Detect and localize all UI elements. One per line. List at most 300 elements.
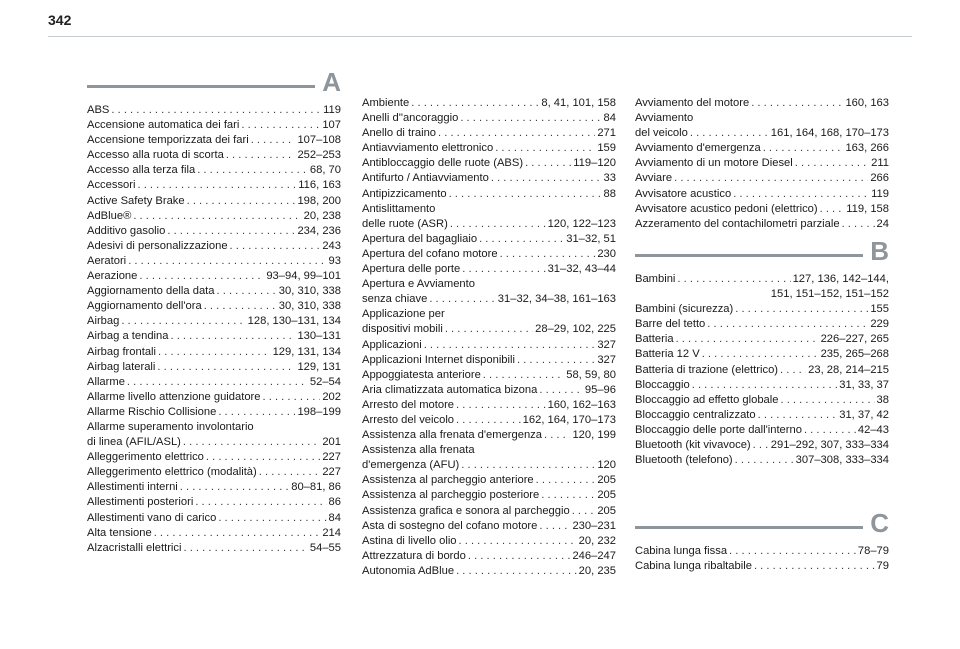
- index-entry[interactable]: [362, 338, 616, 353]
- entry-line: [87, 254, 341, 269]
- index-entry[interactable]: [362, 262, 616, 277]
- entry-pages: 79: [876, 560, 889, 573]
- dot-leader: [170, 329, 295, 344]
- entry-line: [635, 332, 889, 347]
- entry-line: [87, 224, 341, 239]
- entry-pages: 327: [597, 338, 616, 351]
- entry-pages: 120, 122–123: [547, 217, 616, 230]
- entry-pages: 93–94, 99–101: [266, 270, 341, 283]
- entry-pages: 88: [603, 187, 616, 200]
- entry-line: [635, 156, 889, 171]
- entry-pages: 20, 235: [578, 564, 616, 577]
- index-entry[interactable]: [635, 111, 889, 141]
- index-entry[interactable]: [87, 224, 341, 239]
- index-entry[interactable]: [635, 332, 889, 347]
- entry-pages: 86: [328, 496, 341, 509]
- entry-line: [362, 96, 616, 111]
- dot-leader: [459, 534, 577, 549]
- index-entry[interactable]: [635, 544, 889, 559]
- entry-pages: 23, 28, 214–215: [808, 363, 889, 376]
- entry-line: [362, 156, 616, 171]
- entry-pages: 30, 310, 338: [278, 285, 341, 298]
- entry-line: [362, 126, 616, 141]
- entry-title-line: Antislittamento: [362, 202, 436, 215]
- index-entry[interactable]: [362, 504, 616, 519]
- dot-leader: [411, 96, 539, 111]
- entry-title: dispositivi mobili: [362, 323, 443, 336]
- index-entry[interactable]: [87, 118, 341, 133]
- entry-line: [635, 544, 889, 559]
- entry-line: [635, 141, 889, 156]
- entry-title: Azzeramento del contachilometri parziale: [635, 217, 840, 230]
- dot-leader: [184, 541, 308, 556]
- entry-title: Avvisatore acustico: [635, 187, 732, 200]
- index-section: [635, 508, 889, 574]
- dot-leader: [461, 458, 595, 473]
- index-entry[interactable]: [362, 428, 616, 443]
- entry-line: [87, 390, 341, 405]
- entry-pages: 52–54: [309, 375, 341, 388]
- index-entry[interactable]: [362, 353, 616, 368]
- dot-leader: [462, 262, 545, 277]
- dot-leader: [206, 450, 320, 465]
- index-entry[interactable]: [635, 453, 889, 468]
- entry-title: Avviare: [635, 172, 673, 185]
- index-entry[interactable]: [362, 534, 616, 549]
- dot-leader: [259, 465, 321, 480]
- index-entry[interactable]: [87, 450, 341, 465]
- entry-title: Additivo gasolio: [87, 224, 166, 237]
- dot-leader: [754, 559, 875, 574]
- entry-line: [87, 178, 341, 193]
- index-entry[interactable]: [362, 202, 616, 232]
- entry-line: [635, 302, 889, 317]
- entry-title: Assistenza al parcheggio anteriore: [362, 474, 534, 487]
- entry-pages-continued: 151, 151–152, 151–152: [770, 288, 889, 301]
- dot-leader: [677, 272, 790, 287]
- entry-line: [87, 239, 341, 254]
- entry-line: [87, 435, 341, 450]
- entry-line: [362, 549, 616, 564]
- entry-title-line: Apertura e Avviamento: [362, 278, 475, 291]
- entry-pages: 198, 200: [297, 194, 341, 207]
- index-entry[interactable]: [362, 156, 616, 171]
- index-entry[interactable]: [635, 559, 889, 574]
- entry-title: Avviamento di un motore Diesel: [635, 157, 793, 170]
- entry-title: Arresto del veicolo: [362, 413, 455, 426]
- entry-pages: 31–32, 34–38, 161–163: [497, 293, 616, 306]
- entry-title: Avviamento d'emergenza: [635, 142, 761, 155]
- index-entry[interactable]: [362, 473, 616, 488]
- dot-leader: [139, 269, 264, 284]
- entry-title-line: Applicazione per: [362, 308, 445, 321]
- dot-leader: [217, 284, 277, 299]
- entry-pages: 130–131: [297, 330, 341, 343]
- dot-leader: [226, 148, 296, 163]
- entry-pages: 252–253: [297, 149, 341, 162]
- index-entry[interactable]: [87, 480, 341, 495]
- dot-leader: [690, 126, 769, 141]
- index-entry[interactable]: [362, 564, 616, 579]
- dot-leader: [138, 178, 297, 193]
- index-entry[interactable]: [362, 247, 616, 262]
- entry-pages: 42–43: [857, 423, 889, 436]
- index-entry[interactable]: [87, 360, 341, 375]
- entry-line: [635, 217, 889, 232]
- index-entry[interactable]: [87, 239, 341, 254]
- entry-title: Cabina lunga fissa: [635, 545, 728, 557]
- index-entry[interactable]: [87, 495, 341, 510]
- index-entry[interactable]: [362, 519, 616, 534]
- index-entry[interactable]: [87, 148, 341, 163]
- entry-pages: 198–199: [297, 405, 341, 418]
- index-entry[interactable]: [87, 299, 341, 314]
- index-entry[interactable]: [635, 302, 889, 317]
- dot-leader: [167, 224, 295, 239]
- dot-leader: [500, 247, 596, 262]
- index-entry[interactable]: [87, 133, 341, 148]
- entry-line: [87, 345, 341, 360]
- dot-leader: [539, 519, 570, 534]
- index-entry[interactable]: [87, 178, 341, 193]
- dot-leader: [729, 544, 856, 559]
- section-letter: A: [322, 67, 341, 97]
- entry-title: Airbag a tendina: [87, 330, 169, 343]
- index-entry[interactable]: [87, 420, 341, 450]
- index-entry[interactable]: [87, 541, 341, 556]
- entry-title: Apertura delle porte: [362, 263, 461, 276]
- entry-title: Allarme Rischio Collisione: [87, 405, 217, 418]
- entry-title: Bloccaggio delle porte dall'interno: [635, 423, 802, 436]
- entry-title: Alleggerimento elettrico (modalità): [87, 466, 257, 479]
- entry-title: Anello di traino: [362, 127, 437, 140]
- dot-leader: [544, 428, 570, 443]
- dot-leader: [733, 187, 869, 202]
- index-entry[interactable]: [87, 405, 341, 420]
- index-entry[interactable]: [87, 345, 341, 360]
- entry-title: Antipizzicamento: [362, 187, 447, 200]
- dot-leader: [763, 141, 844, 156]
- entry-title: Batteria: [635, 333, 674, 346]
- entry-line: [87, 209, 341, 224]
- entry-title: Apertura del bagagliaio: [362, 232, 478, 245]
- dot-leader: [456, 413, 521, 428]
- index-entry[interactable]: [635, 272, 889, 302]
- entry-title: senza chiave: [362, 293, 428, 306]
- index-entry[interactable]: [362, 232, 616, 247]
- entry-title: Allarme: [87, 375, 125, 388]
- entry-title: Avviamento del motore: [635, 97, 750, 109]
- section-letter: C: [870, 508, 889, 538]
- dot-leader: [780, 363, 806, 378]
- index-entry[interactable]: [635, 378, 889, 393]
- entry-title: Accessori: [87, 179, 136, 192]
- entry-title: Applicazioni: [362, 338, 422, 351]
- entry-line: [635, 202, 889, 217]
- entry-pages: 58, 59, 80: [566, 368, 616, 381]
- entry-pages: 28–29, 102, 225: [535, 323, 616, 336]
- entry-title: Allestimenti vano di carico: [87, 511, 217, 524]
- index-entry[interactable]: [87, 375, 341, 390]
- index-entry[interactable]: [362, 126, 616, 141]
- dot-leader: [758, 408, 838, 423]
- entry-title: Attrezzatura di bordo: [362, 549, 466, 562]
- entry-line: [87, 511, 341, 526]
- index-entry[interactable]: [362, 368, 616, 383]
- entry-pages: 205: [597, 504, 616, 517]
- index-entry[interactable]: [635, 347, 889, 362]
- entry-pages: 205: [597, 474, 616, 487]
- entry-line: [362, 383, 616, 398]
- entry-title: Bloccaggio ad effetto globale: [635, 393, 779, 406]
- index-entry[interactable]: [635, 423, 889, 438]
- entry-pages: 119: [323, 104, 341, 116]
- entry-title: Accensione automatica dei fari: [87, 119, 240, 132]
- index-entry[interactable]: [635, 187, 889, 202]
- entry-line: [362, 322, 616, 337]
- entry-line: [362, 519, 616, 534]
- entry-line: [635, 272, 889, 287]
- dot-leader: [468, 549, 571, 564]
- dot-leader: [424, 338, 596, 353]
- entry-line: [87, 480, 341, 495]
- index-entry[interactable]: [635, 217, 889, 232]
- index-entry[interactable]: [87, 314, 341, 329]
- dot-leader: [525, 156, 571, 171]
- entry-title: Ambiente: [362, 97, 410, 109]
- entry-line: [362, 534, 616, 549]
- section-header: [635, 236, 889, 268]
- entry-title: delle ruote (ASR): [362, 217, 448, 230]
- dot-leader: [804, 423, 856, 438]
- entry-line: [362, 171, 616, 186]
- dot-leader: [251, 133, 296, 148]
- index-entry[interactable]: [635, 317, 889, 332]
- dot-leader: [753, 438, 769, 453]
- dot-leader: [495, 141, 595, 156]
- entry-line: [362, 217, 616, 232]
- index-entry[interactable]: [87, 254, 341, 269]
- index-entry[interactable]: [635, 156, 889, 171]
- dot-leader: [445, 322, 533, 337]
- dot-leader: [429, 292, 495, 307]
- entry-title: Batteria 12 V: [635, 348, 700, 361]
- entry-pages: 246–247: [572, 549, 616, 562]
- entry-pages: 31, 33, 37: [839, 378, 889, 391]
- dot-leader: [158, 345, 271, 360]
- entry-line: [362, 428, 616, 443]
- entry-title: Allarme livello attenzione guidatore: [87, 390, 261, 403]
- index-entry[interactable]: [87, 209, 341, 224]
- index-entry[interactable]: [362, 398, 616, 413]
- entry-title: Alzacristalli elettrici: [87, 541, 182, 554]
- entry-pages: 202: [322, 390, 341, 403]
- entry-line: [362, 338, 616, 353]
- index-entry[interactable]: [635, 363, 889, 378]
- entry-line: [87, 541, 341, 556]
- entry-title: Autonomia AdBlue: [362, 564, 455, 577]
- index-section: [362, 96, 616, 579]
- entry-pages: 161, 164, 168, 170–173: [770, 127, 889, 140]
- index-entry[interactable]: [87, 465, 341, 480]
- dot-leader: [479, 232, 564, 247]
- index-entry[interactable]: [87, 511, 341, 526]
- entry-title: Airbag laterali: [87, 360, 156, 373]
- dot-leader: [572, 504, 596, 519]
- index-entry[interactable]: [635, 408, 889, 423]
- dot-leader: [180, 480, 289, 495]
- entry-pages: 107: [322, 119, 341, 132]
- entry-line: [362, 187, 616, 202]
- index-section: [635, 236, 889, 468]
- entry-pages: 227: [322, 451, 341, 464]
- entry-pages: 119: [871, 187, 889, 200]
- entry-pages: 243: [322, 239, 341, 252]
- entry-pages: 234, 236: [297, 224, 341, 237]
- entry-pages: 20, 238: [303, 209, 341, 222]
- entry-line: [635, 378, 889, 393]
- entry-pages: 129, 131: [297, 360, 341, 373]
- entry-line: [87, 148, 341, 163]
- dot-leader: [450, 217, 546, 232]
- index-entry[interactable]: [362, 307, 616, 337]
- index-entry[interactable]: [635, 141, 889, 156]
- dot-leader: [183, 435, 320, 450]
- dot-leader: [128, 254, 326, 269]
- section-rule: [87, 85, 315, 88]
- dot-leader: [795, 156, 869, 171]
- dot-leader: [197, 163, 308, 178]
- entry-title: Aeratori: [87, 254, 127, 267]
- index-entry[interactable]: [362, 187, 616, 202]
- index-entry[interactable]: [87, 526, 341, 541]
- section-header: [87, 67, 341, 99]
- entry-line: [362, 564, 616, 579]
- index-entry[interactable]: [87, 329, 341, 344]
- top-divider: [48, 36, 912, 37]
- entry-pages: 163, 266: [845, 142, 889, 155]
- entry-title-line: Avviamento: [635, 112, 694, 125]
- entry-line: [87, 194, 341, 209]
- entry-pages: 155: [870, 303, 889, 316]
- index-entry[interactable]: [635, 96, 889, 111]
- entry-title: del veicolo: [635, 127, 688, 140]
- dot-leader: [133, 209, 301, 224]
- dot-leader: [491, 171, 602, 186]
- dot-leader: [187, 194, 296, 209]
- entry-pages: 201: [322, 436, 341, 449]
- index-entry[interactable]: [87, 284, 341, 299]
- entry-line: [362, 353, 616, 368]
- entry-title: Accesso alla ruota di scorta: [87, 149, 224, 162]
- dot-leader: [692, 378, 838, 393]
- dot-leader: [195, 495, 326, 510]
- index-entry[interactable]: [87, 390, 341, 405]
- index-entry[interactable]: [362, 549, 616, 564]
- index-entry[interactable]: [87, 163, 341, 178]
- entry-pages: 78–79: [857, 545, 889, 557]
- entry-title: d'emergenza (AFU): [362, 459, 460, 472]
- entry-line: [635, 363, 889, 378]
- dot-leader: [674, 171, 868, 186]
- entry-pages: 230–231: [572, 519, 616, 532]
- entry-title: Airbag: [87, 315, 120, 328]
- entry-title: Bambini: [635, 273, 676, 285]
- dot-leader: [218, 511, 326, 526]
- entry-line: [635, 559, 889, 574]
- entry-pages: 229: [870, 318, 889, 331]
- entry-line: [87, 450, 341, 465]
- entry-pages: 31, 37, 42: [839, 408, 889, 421]
- dot-leader: [241, 118, 320, 133]
- entry-line: [635, 408, 889, 423]
- index-entry[interactable]: [87, 194, 341, 209]
- index-entry[interactable]: [362, 383, 616, 398]
- dot-leader: [154, 526, 321, 541]
- entry-line: [635, 438, 889, 453]
- entry-title: Avvisatore acustico pedoni (elettrico): [635, 202, 818, 215]
- index-entry[interactable]: [362, 111, 616, 126]
- index-entry[interactable]: [87, 269, 341, 284]
- entry-line: [635, 423, 889, 438]
- entry-line: [635, 347, 889, 362]
- index-entry[interactable]: [362, 141, 616, 156]
- entry-pages: 30, 310, 338: [278, 300, 341, 313]
- entry-title: Antifurto / Antiavviamento: [362, 172, 489, 185]
- dot-leader: [751, 96, 843, 111]
- entry-pages: 107–108: [297, 134, 341, 147]
- entry-pages: 211: [871, 157, 889, 170]
- index-entry[interactable]: [635, 202, 889, 217]
- entry-pages: 162, 164, 170–173: [522, 413, 616, 426]
- entry-line: [362, 141, 616, 156]
- entry-pages: 129, 131, 134: [272, 345, 341, 358]
- dot-leader: [735, 302, 868, 317]
- entry-pages: 120, 199: [572, 429, 616, 442]
- entry-line: [87, 405, 341, 420]
- entry-pages: 120: [597, 459, 616, 472]
- entry-line: [362, 398, 616, 413]
- index-entry[interactable]: [635, 438, 889, 453]
- index-entry[interactable]: [362, 277, 616, 307]
- entry-line: [87, 163, 341, 178]
- index-entry[interactable]: [362, 96, 616, 111]
- dot-leader: [121, 314, 245, 329]
- entry-pages: 95–96: [584, 383, 616, 396]
- index-entry[interactable]: [362, 443, 616, 473]
- dot-leader: [702, 347, 819, 362]
- index-entry[interactable]: [635, 171, 889, 186]
- dot-leader: [735, 453, 794, 468]
- index-entry[interactable]: [635, 393, 889, 408]
- entry-line: [635, 171, 889, 186]
- entry-pages: 20, 232: [578, 534, 616, 547]
- index-entry[interactable]: [362, 171, 616, 186]
- entry-title: Cabina lunga ribaltabile: [635, 560, 752, 573]
- entry-title: Appoggiatesta anteriore: [362, 368, 481, 381]
- index-entry[interactable]: [362, 413, 616, 428]
- entry-line: [87, 375, 341, 390]
- index-entry[interactable]: [362, 488, 616, 503]
- entry-pages: 160, 162–163: [547, 398, 616, 411]
- dot-leader: [842, 217, 875, 232]
- index-entry[interactable]: [87, 103, 341, 118]
- index-section: [87, 67, 341, 556]
- entry-pages: 93: [328, 254, 341, 267]
- entry-pages: 160, 163: [845, 97, 889, 109]
- entry-pages: 230: [597, 247, 616, 260]
- entry-pages: 31–32, 43–44: [547, 263, 616, 276]
